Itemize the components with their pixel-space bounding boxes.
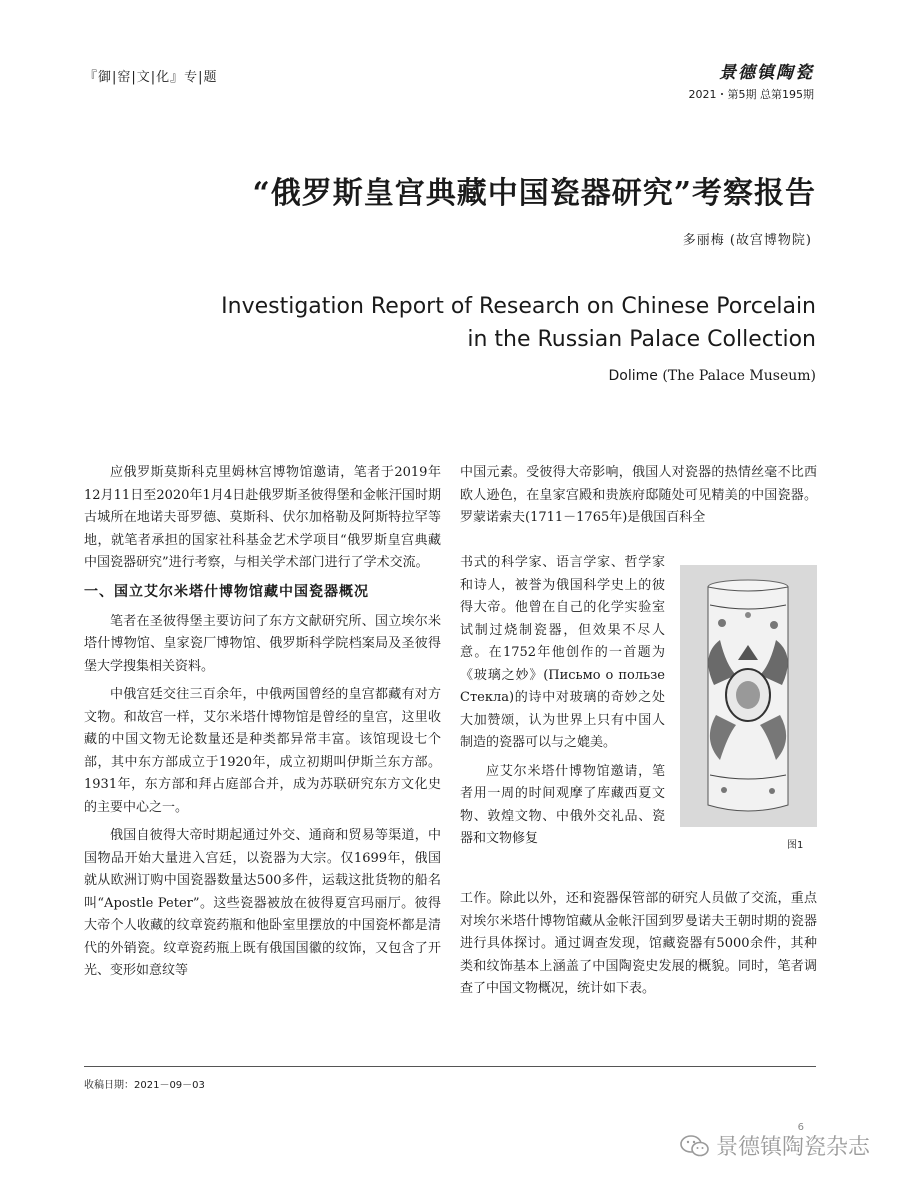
title-zh: “俄罗斯皇宫典藏中国瓷器研究”考察报告 <box>252 176 816 211</box>
figure-porcelain-jar <box>680 565 817 827</box>
author-en <box>608 368 816 384</box>
author-en-affil: (The Palace Museum) <box>662 368 816 384</box>
right-column-wrap <box>460 552 665 851</box>
footer-divider <box>84 1066 816 1067</box>
received-date: 收稿日期：2021－09－03 <box>84 1080 205 1091</box>
page-number: 6 <box>797 1122 804 1133</box>
paragraph: 中国元素。受彼得大帝影响，俄国人对瓷器的热情丝毫不比西欧人逊色，在皇家宫殿和贵族府邸随处可见精美的中国瓷器。罗蒙诺索夫(1711－1765年)是俄国百科全 <box>460 465 817 525</box>
paragraph: 应艾尔米塔什博物馆邀请，笔者用一周的时间观摩了库藏西夏文物、敦煌文物、中俄外交礼品、瓷器和文物修复 <box>460 763 665 846</box>
journal-logo: 景德镇陶瓷 <box>719 63 814 83</box>
paragraph: 俄国自彼得大帝时期起通过外交、通商和贸易等渠道，中国物品开始大量进入宫廷，以瓷器为大宗。仅1699年，俄国就从欧洲订购中国瓷器数量达500多件，运载这批货物的船名叫“Apostle Peter”。这些瓷器被放在彼得夏宫玛丽厅。彼得大帝个人收藏的纹章瓷药瓶和他卧室里摆放的中国瓷杯都是清代的外销瓷。纹章瓷药瓶上既有俄国国徽的纹饰，又包含了开光、变形如意纹等 <box>84 828 441 978</box>
title-en: Investigation Report of Research on Chinese Porcelain in the Russian Palace Collection <box>221 294 816 352</box>
paragraph-intro: 应俄罗斯莫斯科克里姆林宫博物馆邀请，笔者于2019年12月11日至2020年1月4日赴俄罗斯圣彼得堡和金帐汗国时期古城所在地诺夫哥罗德、莫斯科、伏尔加格勒及阿斯特拉罕等地，就笔者承担的国家社科基金艺术学项目“俄罗斯皇宫典藏中国瓷器研究”进行考察，与相关学术部门进行了学术交流。 <box>84 465 441 570</box>
paragraph: 工作。除此以外，还和瓷器保管部的研究人员做了交流，重点对埃尔米塔什博物馆藏从金帐汗国到罗曼诺夫王朝时期的瓷器进行具体探讨。通过调查发现，馆藏瓷器有5000余件，其种类和纹饰基本上涵盖了中国陶瓷史发展的概貌。同时，笔者调查了中国文物概况，统计如下表。 <box>460 891 817 996</box>
figure-caption: 图1 <box>787 840 804 851</box>
left-column <box>84 462 441 983</box>
section-heading: 一、国立艾尔米塔什博物馆藏中国瓷器概况 <box>84 583 369 600</box>
author-en-name: Dolime <box>608 368 658 384</box>
watermark <box>680 1130 870 1161</box>
right-column-bottom <box>460 888 817 1001</box>
right-column-top <box>460 462 817 530</box>
issue-info: 2021・第5期 总第195期 <box>688 88 814 101</box>
wechat-icon <box>680 1134 710 1158</box>
paragraph: 中俄宫廷交往三百余年，中俄两国曾经的皇宫都藏有对方文物。和故宫一样，艾尔米塔什博物馆是曾经的皇宫，这里收藏的中国文物无论数量还是种类都异常丰富。该馆现设七个部，其中东方部成立于1920年，成立初期叫伊斯兰东方部。1931年，东方部和拜占庭部合并，成为苏联研究东方文化史的主要中心之一。 <box>84 687 441 815</box>
paragraph: 书式的科学家、语言学家、哲学家和诗人，被誉为俄国科学史上的彼得大帝。他曾在自己的化学实验室试制过烧制瓷器，但效果不尽人意。在1752年他创作的一首题为《玻璃之妙》(Письмо о пользе Стекла)的诗中对玻璃的奇妙之处大加赞颂，认为世界上只有中国人制造的瓷器可以与之媲美。 <box>460 555 665 750</box>
author-zh: 多丽梅 (故宫博物院) <box>682 233 812 248</box>
paragraph: 笔者在圣彼得堡主要访问了东方文献研究所、国立埃尔米塔什博物馆、皇家瓷厂博物馆、俄罗斯科学院档案局及圣彼得堡大学搜集相关资料。 <box>84 613 441 674</box>
column-header: 『御|窑|文|化』专|题 <box>84 70 218 85</box>
watermark-text: 景德镇陶瓷杂志 <box>715 1135 870 1160</box>
